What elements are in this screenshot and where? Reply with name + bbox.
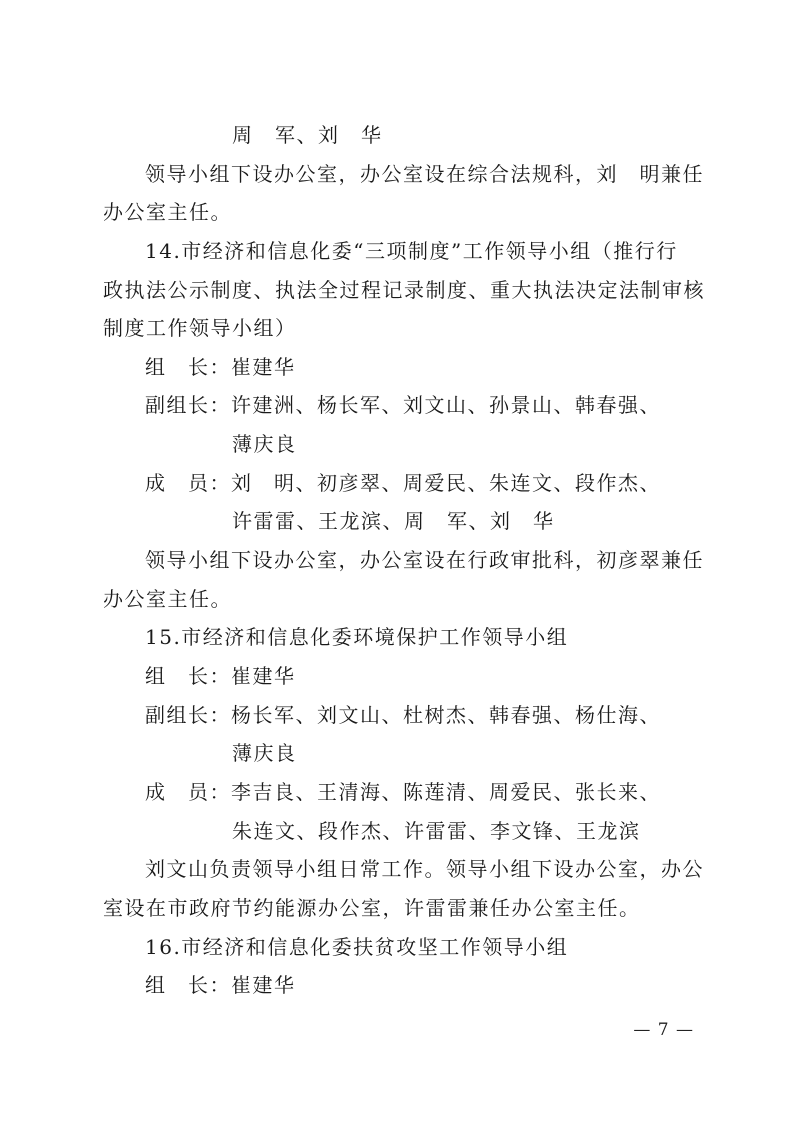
text-line: 组 长：崔建华 <box>145 355 296 379</box>
text-line: 朱连文、段作杰、许雷雷、李文锋、王龙滨 <box>232 819 641 843</box>
text-line: 周 军、刘 华 <box>232 123 383 147</box>
text-line: 组 长：崔建华 <box>145 664 296 688</box>
text-line: 领导小组下设办公室，办公室设在行政审批科，初彦翠兼任 <box>145 548 704 572</box>
text-line: 办公室主任。 <box>103 587 232 611</box>
text-line: 室设在市政府节约能源办公室，许雷雷兼任办公室主任。 <box>103 896 641 920</box>
text-line: 成 员：李吉良、王清海、陈莲清、周爱民、张长来、 <box>145 780 661 804</box>
text-line: 成 员：刘 明、初彦翠、周爱民、朱连文、段作杰、 <box>145 471 661 495</box>
text-line: 副组长：杨长军、刘文山、杜树杰、韩春强、杨仕海、 <box>145 703 661 727</box>
text-line: 副组长：许建洲、杨长军、刘文山、孙景山、韩春强、 <box>145 393 661 417</box>
text-line: 许雷雷、王龙滨、周 军、刘 华 <box>232 509 555 533</box>
text-line: 领导小组下设办公室，办公室设在综合法规科，刘 明兼任 <box>145 162 704 186</box>
text-line: 办公室主任。 <box>103 200 232 224</box>
page-number: — 7 — <box>633 1020 694 1040</box>
text-line: 政执法公示制度、执法全过程记录制度、重大执法决定法制审核 <box>103 278 705 302</box>
text-line: 制度工作领导小组） <box>103 316 297 340</box>
section-heading: 14.市经济和信息化委“三项制度”工作领导小组（推行行 <box>145 239 678 263</box>
text-line: 薄庆良 <box>232 432 297 456</box>
text-line: 薄庆良 <box>232 741 297 765</box>
section-heading: 16.市经济和信息化委扶贫攻坚工作领导小组 <box>145 935 569 959</box>
section-heading: 15.市经济和信息化委环境保护工作领导小组 <box>145 625 569 649</box>
text-line: 刘文山负责领导小组日常工作。领导小组下设办公室，办公 <box>145 857 704 881</box>
text-line: 组 长：崔建华 <box>145 973 296 997</box>
